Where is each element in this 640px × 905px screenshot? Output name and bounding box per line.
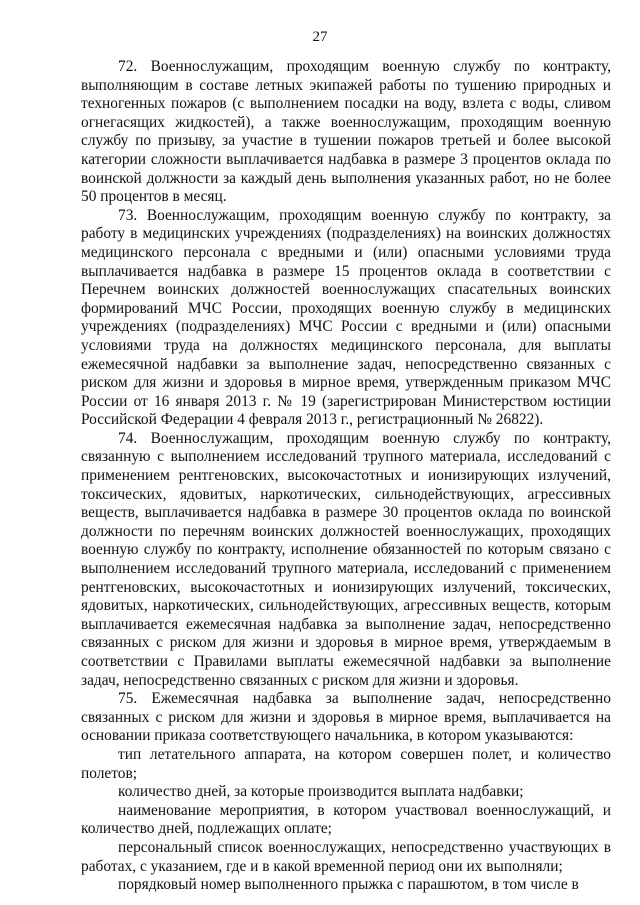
list-item-event-name: наименование мероприятия, в котором участвовал военнослужащий, и количество дней, подлежащих оплате; bbox=[81, 801, 611, 838]
page-number: 27 bbox=[312, 29, 328, 45]
paragraph-73: 73. Военнослужащим, проходящим военную службу по контракту, за работу в медицинских учреждениях (подразделениях) на воинских должностях медицинского персонала с вредными и (или) опасными условиями труда выплачивается надбавка в размере 15 процентов оклада в соответствии с Перечнем воинских должностей военнослужащих спасательных воинских формирований МЧС России, проходящих военную службу в медицинских учреждениях (подразделениях) МЧС России с вредными и (или) опасными условиями труда на должностях медицинского персонала, для выплаты ежемесячной надбавки за выполнение задач, непосредственно связанных с риском для жизни и здоровья в мирное время, утвержденным приказом МЧС России от 16 января 2013 г. № 19 (зарегистрирован Министерством юстиции Российской Федерации 4 февраля 2013 г., регистрационный № 26822). bbox=[81, 206, 611, 429]
list-item-parachute-jump: порядковый номер выполненного прыжка с парашютом, в том числе в bbox=[118, 876, 579, 894]
paragraph-74: 74. Военнослужащим, проходящим военную службу по контракту, связанную с выполнением исследований трупного материала, исследований с применением рентгеновских, высокочастотных и ионизирующих излучений, токсических, ядовитых, наркотических, сильнодействующих, агрессивных веществ, выплачивается надбавка в размере 30 процентов оклада по воинской должности по перечням воинских должностей военнослужащих, проходящих военную службу по контракту, исполнение обязанностей по которым связано с выполнением исследований трупного материала, исследований с применением рентгеновских, высокочастотных и ионизирующих излучений, токсических, ядовитых, наркотических, сильнодействующих, агрессивных веществ, которым выплачивается ежемесячная надбавка за выполнение задач, непосредственно связанных с риском для жизни и здоровья в мирное время, утверждаемым в соответствии с Правилами выплаты ежемесячной надбавки за выполнение задач, непосредственно связанных с риском для жизни и здоровья. bbox=[81, 429, 611, 689]
paragraph-75: 75. Ежемесячная надбавка за выполнение задач, непосредственно связанных с риском для жизни и здоровья в мирное время, выплачивается на основании приказа соответствующего начальника, в котором указываются: bbox=[81, 690, 611, 745]
list-item-aircraft-type: тип летательного аппарата, на котором совершен полет, и количество полетов; bbox=[81, 745, 611, 782]
list-item-days-count: количество дней, за которые производится выплата надбавки; bbox=[118, 783, 524, 801]
list-item-personnel-list: персональный список военнослужащих, непосредственно участвующих в работах, с указанием, где и в какой временной период они их выполняли; bbox=[81, 838, 611, 875]
page-body bbox=[81, 58, 611, 895]
paragraph-72: 72. Военнослужащим, проходящим военную службу по контракту, выполняющим в составе летных экипажей работы по тушению природных и техногенных пожаров (с выполнением посадки на воду, взлета с воды, сливом огнегасящих жидкостей), а также военнослужащим, проходящим военную службу по призыву, за участие в тушении пожаров третьей и более высокой категории сложности выплачивается надбавка в размере 3 процентов оклада по воинской должности за каждый день выполнения указанных работ, но не более 50 процентов в месяц. bbox=[81, 58, 611, 206]
